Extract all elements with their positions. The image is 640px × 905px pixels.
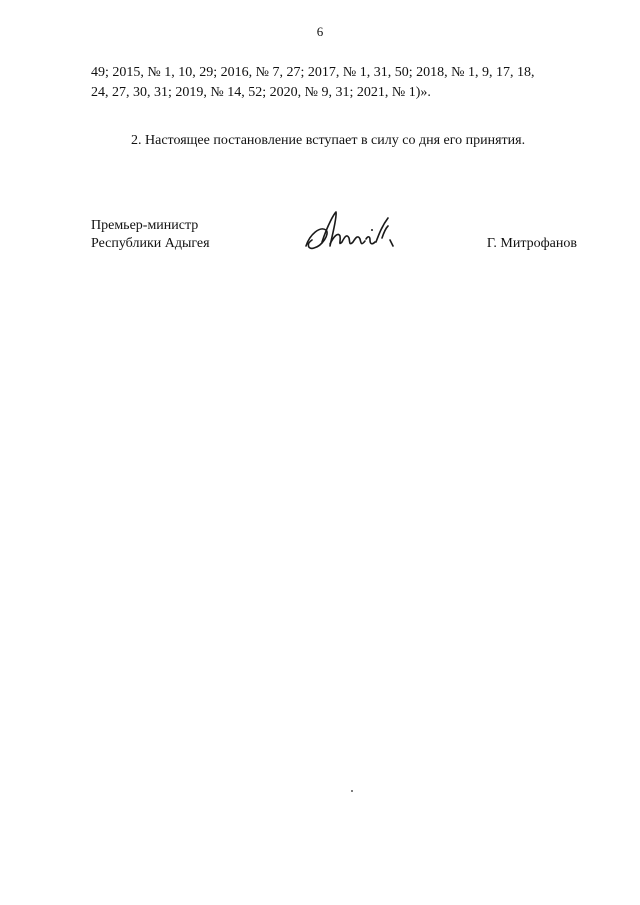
handwritten-signature	[300, 206, 400, 256]
text-line-2: 24, 27, 30, 31; 2019, № 14, 52; 2020, № 9, 31; 2021, № 1)».	[91, 85, 431, 100]
signatory-name: Г. Митрофанов	[486, 236, 577, 251]
paragraph-2: 2. Настоящее постановление вступает в силу со дня его принятия.	[131, 133, 526, 148]
text-line-1: 49; 2015, № 1, 10, 29; 2016, № 7, 27; 2017, № 1, 31, 50; 2018, № 1, 9, 17, 18,	[91, 65, 535, 80]
signatory-title-line-1: Премьер-министр	[91, 218, 199, 233]
stray-mark	[351, 790, 353, 792]
page-number: 6	[316, 24, 324, 39]
signatory-title-line-2: Республики Адыгея	[91, 236, 210, 251]
